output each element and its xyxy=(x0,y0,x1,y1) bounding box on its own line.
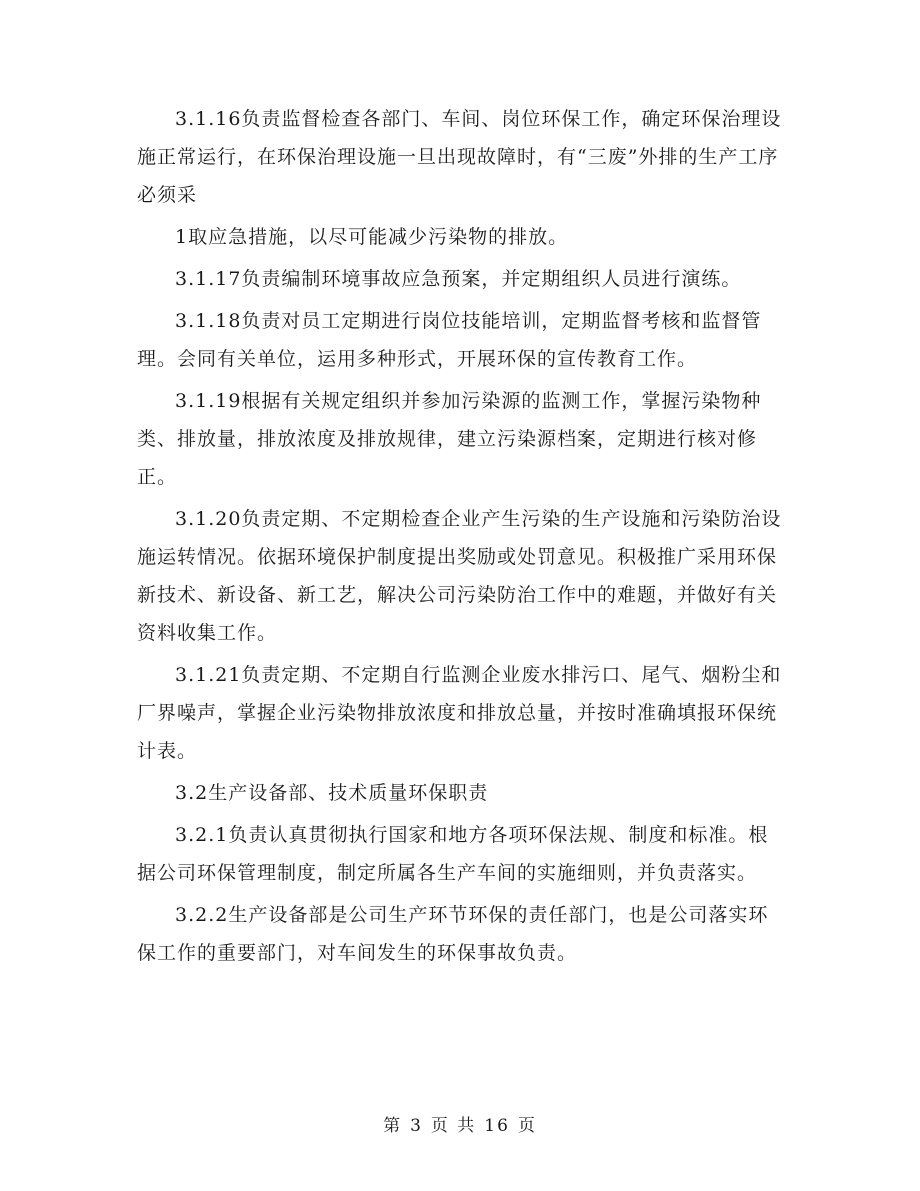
paragraph-continuation: 1取应急措施，以尽可能减少污染物的排放。 xyxy=(175,226,569,248)
paragraph-3-1-20: 3.1.20负责定期、不定期检查企业产生污染的生产设施和污染防治设施运转情况。依据环境保护制度提出奖励或处罚意见。积极推广采用环保新技术、新设备、新工艺，解决公司污染防治工作中的难题，并做好有关资料收集工作。 xyxy=(137,508,782,644)
paragraph-3-1-21: 3.1.21负责定期、不定期自行监测企业废水排污口、尾气、烟粉尘和厂界噪声，掌握企业污染物排放浓度和排放总量，并按时准确填报环保统计表。 xyxy=(137,664,782,762)
footer-suffix: 页 xyxy=(517,1116,537,1136)
paragraph-3-2-2: 3.2.2生产设备部是公司生产环节环保的责任部门，也是公司落实环保工作的重要部门，对车间发生的环保事故负责。 xyxy=(137,904,769,964)
footer-current-page: 3 xyxy=(410,1116,423,1136)
document-body xyxy=(137,100,787,976)
paragraph-3-1-17: 3.1.17负责编制环境事故应急预案，并定期组织人员进行演练。 xyxy=(175,268,742,290)
paragraph-3-1-19: 3.1.19根据有关规定组织并参加污染源的监测工作，掌握污染物种类、排放量，排放浓度及排放规律，建立污染源档案，定期进行核对修正。 xyxy=(137,390,762,488)
footer-prefix: 第 xyxy=(383,1116,403,1136)
paragraph-3-1-16: 3.1.16负责监督检查各部门、车间、岗位环保工作，确定环保治理设施正常运行，在环保治理设施一旦出现故障时，有“三废”外排的生产工序必须采 xyxy=(137,108,782,206)
paragraph-3-1-18: 3.1.18负责对员工定期进行岗位技能培训，定期监督考核和监督管理。会同有关单位，运用多种形式，开展环保的宣传教育工作。 xyxy=(137,310,762,370)
paragraph-3-2-1: 3.2.1负责认真贯彻执行国家和地方各项环保法规、制度和标准。根据公司环保管理制度，制定所属各生产车间的实施细则，并负责落实。 xyxy=(137,824,769,884)
footer-middle: 页 共 xyxy=(430,1116,477,1136)
footer-total-pages: 16 xyxy=(484,1116,510,1136)
section-heading-3-2: 3.2生产设备部、技术质量环保职责 xyxy=(175,782,489,804)
page-footer xyxy=(0,1111,920,1136)
